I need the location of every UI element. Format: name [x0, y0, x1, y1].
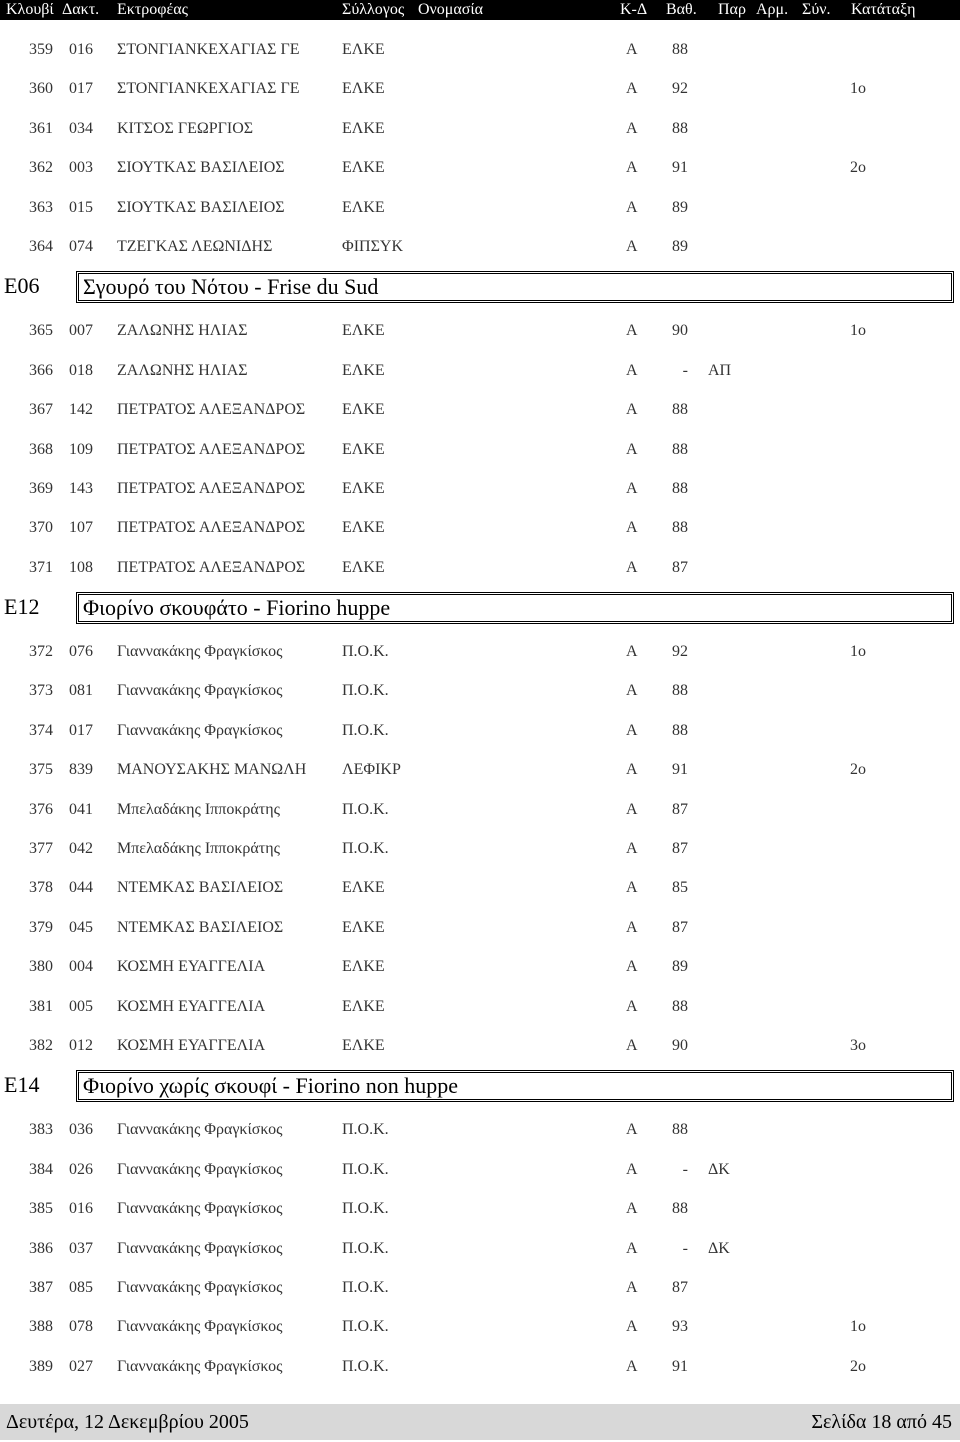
- table-row: [0, 990, 960, 1029]
- score: -: [682, 1160, 688, 1178]
- table-row: [0, 472, 960, 511]
- category-section-header: [0, 269, 960, 314]
- footer-page-number: Σελίδα 18 από 45: [811, 1411, 952, 1433]
- table-row: [0, 72, 960, 111]
- table-row: [0, 393, 960, 432]
- club-name: Π.Ο.Κ.: [342, 1121, 389, 1139]
- score: 92: [672, 80, 688, 98]
- cage-number: 381: [29, 997, 53, 1015]
- breeder-name: Γιαννακάκης Φραγκίσκος: [117, 1318, 283, 1336]
- table-row: [0, 1350, 960, 1389]
- ring-number: 108: [69, 558, 93, 576]
- score: 89: [672, 958, 688, 976]
- cage-number: 372: [29, 643, 53, 661]
- club-name: Π.Ο.Κ.: [342, 1200, 389, 1218]
- table-row: [0, 1192, 960, 1231]
- category-title: Φιορίνο χωρίς σκουφί - Fiorino non huppe: [76, 1070, 954, 1102]
- breeder-name: ΣΙΟΥΤΚΑΣ ΒΑΣΙΛΕΙΟΣ: [117, 198, 285, 216]
- category-section-header: [0, 590, 960, 635]
- table-row: [0, 191, 960, 230]
- breeder-name: ΠΕΤΡΑΤΟΣ ΑΛΕΞΑΝΔΡΟΣ: [117, 519, 306, 537]
- header-grade: Βαθ.: [666, 1, 697, 18]
- cage-number: 367: [29, 401, 53, 419]
- table-row: [0, 832, 960, 871]
- table-row: [0, 1271, 960, 1310]
- breeder-name: Γιαννακάκης Φραγκίσκος: [117, 643, 283, 661]
- cage-number: 384: [29, 1160, 53, 1178]
- category-code: E06: [4, 273, 40, 299]
- breeder-name: Γιαννακάκης Φραγκίσκος: [117, 1160, 283, 1178]
- cage-number: 359: [29, 41, 53, 58]
- club-name: ΕΛΚΕ: [342, 41, 385, 58]
- class-letter: Α: [626, 1160, 638, 1178]
- cage-number: 376: [29, 800, 53, 818]
- breeder-name: ΣΙΟΥΤΚΑΣ ΒΑΣΙΛΕΙΟΣ: [117, 159, 285, 177]
- score: 88: [672, 1200, 688, 1218]
- ring-number: 081: [69, 682, 93, 700]
- score: -: [682, 361, 688, 379]
- cage-number: 368: [29, 440, 53, 458]
- ring-number: 044: [69, 879, 93, 897]
- table-row: [0, 511, 960, 550]
- category-code: E12: [4, 594, 40, 620]
- table-row: [0, 230, 960, 269]
- breeder-name: Γιαννακάκης Φραγκίσκος: [117, 1239, 283, 1257]
- cage-number: 378: [29, 879, 53, 897]
- ring-number: 074: [69, 237, 93, 255]
- table-row: [0, 793, 960, 832]
- remark: ΑΠ: [708, 361, 732, 379]
- class-letter: Α: [626, 918, 638, 936]
- score: 91: [672, 159, 688, 177]
- score: 88: [672, 1121, 688, 1139]
- header-name: Ονομασία: [418, 1, 484, 18]
- club-name: Π.Ο.Κ.: [342, 840, 389, 858]
- table-row: [0, 1029, 960, 1068]
- breeder-name: ΖΑΛΩΝΗΣ ΗΛΙΑΣ: [117, 322, 248, 340]
- club-name: ΕΛΚΕ: [342, 918, 385, 936]
- breeder-name: ΠΕΤΡΑΤΟΣ ΑΛΕΞΑΝΔΡΟΣ: [117, 440, 306, 458]
- cage-number: 363: [29, 198, 53, 216]
- ring-number: 018: [69, 361, 93, 379]
- ring-number: 015: [69, 198, 93, 216]
- ring-number: 016: [69, 41, 93, 58]
- score: 87: [672, 800, 688, 818]
- ring-number: 017: [69, 721, 93, 739]
- score: 88: [672, 401, 688, 419]
- table-row: [0, 753, 960, 792]
- ring-number: 016: [69, 1200, 93, 1218]
- breeder-name: Γιαννακάκης Φραγκίσκος: [117, 682, 283, 700]
- cage-number: 383: [29, 1121, 53, 1139]
- class-letter: Α: [626, 1278, 638, 1296]
- remark: ΔΚ: [708, 1160, 730, 1178]
- club-name: ΕΛΚΕ: [342, 198, 385, 216]
- header-total: Σύν.: [802, 1, 831, 18]
- class-letter: Α: [626, 958, 638, 976]
- cage-number: 375: [29, 761, 53, 779]
- club-name: ΕΛΚΕ: [342, 80, 385, 98]
- cage-number: 389: [29, 1357, 53, 1375]
- ring-number: 085: [69, 1278, 93, 1296]
- breeder-name: ΚΙΤΣΟΣ ΓΕΩΡΓΙΟΣ: [117, 119, 254, 137]
- club-name: ΕΛΚΕ: [342, 361, 385, 379]
- table-row: [0, 950, 960, 989]
- ring-number: 078: [69, 1318, 93, 1336]
- ring-number: 839: [69, 761, 93, 779]
- breeder-name: ΖΑΛΩΝΗΣ ΗΛΙΑΣ: [117, 361, 248, 379]
- club-name: ΕΛΚΕ: [342, 479, 385, 497]
- table-row: [0, 714, 960, 753]
- class-letter: Α: [626, 479, 638, 497]
- club-name: ΕΛΚΕ: [342, 879, 385, 897]
- score: 91: [672, 761, 688, 779]
- club-name: ΦΙΠΣΥΚ: [342, 237, 403, 255]
- class-letter: Α: [626, 643, 638, 661]
- class-letter: Α: [626, 761, 638, 779]
- placement: 1ο: [850, 643, 866, 661]
- score: 89: [672, 198, 688, 216]
- header-ranking: Κατάταξη: [851, 1, 916, 18]
- ring-number: 109: [69, 440, 93, 458]
- ring-number: 076: [69, 643, 93, 661]
- club-name: ΕΛΚΕ: [342, 322, 385, 340]
- class-letter: Α: [626, 401, 638, 419]
- score: 88: [672, 41, 688, 58]
- score: 93: [672, 1318, 688, 1336]
- remark: ΔΚ: [708, 1239, 730, 1257]
- ring-number: 026: [69, 1160, 93, 1178]
- class-letter: Α: [626, 80, 638, 98]
- ring-number: 107: [69, 519, 93, 537]
- score: 87: [672, 1278, 688, 1296]
- header-club: Σύλλογος: [342, 1, 405, 18]
- class-letter: Α: [626, 41, 638, 58]
- breeder-name: Γιαννακάκης Φραγκίσκος: [117, 1200, 283, 1218]
- ring-number: 012: [69, 1036, 93, 1054]
- category-section-header: [0, 1068, 960, 1113]
- class-letter: Α: [626, 558, 638, 576]
- page-footer: [0, 1404, 960, 1440]
- breeder-name: ΚΟΣΜΗ ΕΥΑΓΓΕΛΙΑ: [117, 997, 266, 1015]
- class-letter: Α: [626, 361, 638, 379]
- club-name: ΛΕΦΙΚΡ: [342, 761, 401, 779]
- footer-date: Δευτέρα, 12 Δεκεμβρίου 2005: [6, 1411, 249, 1433]
- score: 88: [672, 682, 688, 700]
- header-cage: Κλουβί: [6, 1, 54, 18]
- ring-number: 142: [69, 401, 93, 419]
- table-row: [0, 635, 960, 674]
- results-list: [0, 33, 960, 1389]
- class-letter: Α: [626, 519, 638, 537]
- placement: 3ο: [850, 1036, 866, 1054]
- table-row: [0, 33, 960, 72]
- cage-number: 371: [29, 558, 53, 576]
- ring-number: 034: [69, 119, 93, 137]
- class-letter: Α: [626, 237, 638, 255]
- cage-number: 369: [29, 479, 53, 497]
- score: 88: [672, 519, 688, 537]
- table-row: [0, 1113, 960, 1152]
- table-row: [0, 1153, 960, 1192]
- table-row: [0, 911, 960, 950]
- breeder-name: Μπελαδάκης Ιπποκράτης: [117, 840, 280, 858]
- cage-number: 374: [29, 721, 53, 739]
- cage-number: 382: [29, 1036, 53, 1054]
- club-name: ΕΛΚΕ: [342, 958, 385, 976]
- breeder-name: ΠΕΤΡΑΤΟΣ ΑΛΕΞΑΝΔΡΟΣ: [117, 401, 306, 419]
- ring-number: 042: [69, 840, 93, 858]
- header-breeder: Εκτροφέας: [117, 1, 188, 18]
- cage-number: 388: [29, 1318, 53, 1336]
- score: 88: [672, 479, 688, 497]
- breeder-name: ΚΟΣΜΗ ΕΥΑΓΓΕΛΙΑ: [117, 1036, 266, 1054]
- breeder-name: Γιαννακάκης Φραγκίσκος: [117, 1121, 283, 1139]
- cage-number: 366: [29, 361, 53, 379]
- club-name: ΕΛΚΕ: [342, 1036, 385, 1054]
- ring-number: 037: [69, 1239, 93, 1257]
- score: 90: [672, 1036, 688, 1054]
- table-row: [0, 354, 960, 393]
- cage-number: 385: [29, 1200, 53, 1218]
- ring-number: 007: [69, 322, 93, 340]
- cage-number: 365: [29, 322, 53, 340]
- score: 88: [672, 440, 688, 458]
- cage-number: 387: [29, 1278, 53, 1296]
- club-name: ΕΛΚΕ: [342, 159, 385, 177]
- placement: 2ο: [850, 761, 866, 779]
- class-letter: Α: [626, 1036, 638, 1054]
- table-row: [0, 112, 960, 151]
- ring-number: 143: [69, 479, 93, 497]
- club-name: Π.Ο.Κ.: [342, 1239, 389, 1257]
- score: 89: [672, 237, 688, 255]
- score: 87: [672, 918, 688, 936]
- class-letter: Α: [626, 800, 638, 818]
- ring-number: 003: [69, 159, 93, 177]
- club-name: ΕΛΚΕ: [342, 558, 385, 576]
- club-name: Π.Ο.Κ.: [342, 682, 389, 700]
- club-name: Π.Ο.Κ.: [342, 721, 389, 739]
- class-letter: Α: [626, 682, 638, 700]
- score: 91: [672, 1357, 688, 1375]
- header-harmony: Αρμ.: [756, 1, 789, 18]
- class-letter: Α: [626, 879, 638, 897]
- score: 90: [672, 322, 688, 340]
- club-name: ΕΛΚΕ: [342, 401, 385, 419]
- score: 85: [672, 879, 688, 897]
- table-row: [0, 314, 960, 353]
- score: 88: [672, 119, 688, 137]
- table-row: [0, 674, 960, 713]
- table-row: [0, 1310, 960, 1349]
- table-row: [0, 151, 960, 190]
- breeder-name: ΝΤΕΜΚΑΣ ΒΑΣΙΛΕΙΟΣ: [117, 918, 284, 936]
- class-letter: Α: [626, 840, 638, 858]
- category-title: Φιορίνο σκουφάτο - Fiorino huppe: [76, 592, 954, 624]
- cage-number: 360: [29, 80, 53, 98]
- club-name: Π.Ο.Κ.: [342, 643, 389, 661]
- club-name: Π.Ο.Κ.: [342, 1160, 389, 1178]
- score: 88: [672, 997, 688, 1015]
- cage-number: 377: [29, 840, 53, 858]
- club-name: Π.Ο.Κ.: [342, 1357, 389, 1375]
- class-letter: Α: [626, 1200, 638, 1218]
- breeder-name: ΠΕΤΡΑΤΟΣ ΑΛΕΞΑΝΔΡΟΣ: [117, 558, 306, 576]
- class-letter: Α: [626, 1357, 638, 1375]
- category-code: E14: [4, 1072, 40, 1098]
- header-ring: Δακτ.: [62, 1, 100, 18]
- ring-number: 041: [69, 800, 93, 818]
- ring-number: 045: [69, 918, 93, 936]
- breeder-name: Μπελαδάκης Ιπποκράτης: [117, 800, 280, 818]
- cage-number: 364: [29, 237, 53, 255]
- breeder-name: ΤΖΕΓΚΑΣ ΛΕΩΝΙΔΗΣ: [117, 237, 273, 255]
- score: -: [682, 1239, 688, 1257]
- breeder-name: Γιαννακάκης Φραγκίσκος: [117, 721, 283, 739]
- header-remark: Παρ: [718, 1, 746, 18]
- class-letter: Α: [626, 440, 638, 458]
- breeder-name: ΜΑΝΟΥΣΑΚΗΣ ΜΑΝΩΛΗ: [117, 761, 307, 779]
- club-name: Π.Ο.Κ.: [342, 800, 389, 818]
- class-letter: Α: [626, 721, 638, 739]
- score: 87: [672, 840, 688, 858]
- table-row: [0, 1232, 960, 1271]
- ring-number: 005: [69, 997, 93, 1015]
- placement: 2ο: [850, 1357, 866, 1375]
- score: 87: [672, 558, 688, 576]
- class-letter: Α: [626, 119, 638, 137]
- table-row: [0, 551, 960, 590]
- table-row: [0, 433, 960, 472]
- breeder-name: ΣΤΟΝΓΙΑΝΚΕΧΑΓΙΑΣ ΓΕ: [117, 80, 300, 98]
- club-name: ΕΛΚΕ: [342, 519, 385, 537]
- ring-number: 027: [69, 1357, 93, 1375]
- class-letter: Α: [626, 159, 638, 177]
- club-name: Π.Ο.Κ.: [342, 1278, 389, 1296]
- placement: 1ο: [850, 80, 866, 98]
- table-row: [0, 871, 960, 910]
- cage-number: 362: [29, 159, 53, 177]
- club-name: Π.Ο.Κ.: [342, 1318, 389, 1336]
- club-name: ΕΛΚΕ: [342, 119, 385, 137]
- category-title: Σγουρό του Νότου - Frise du Sud: [76, 271, 954, 303]
- breeder-name: ΠΕΤΡΑΤΟΣ ΑΛΕΞΑΝΔΡΟΣ: [117, 479, 306, 497]
- class-letter: Α: [626, 1121, 638, 1139]
- class-letter: Α: [626, 1318, 638, 1336]
- club-name: ΕΛΚΕ: [342, 440, 385, 458]
- column-header-bar: [0, 0, 960, 20]
- cage-number: 361: [29, 119, 53, 137]
- header-kd: Κ-Δ: [620, 1, 648, 18]
- class-letter: Α: [626, 198, 638, 216]
- placement: 1ο: [850, 322, 866, 340]
- class-letter: Α: [626, 997, 638, 1015]
- placement: 1ο: [850, 1318, 866, 1336]
- breeder-name: ΝΤΕΜΚΑΣ ΒΑΣΙΛΕΙΟΣ: [117, 879, 284, 897]
- ring-number: 004: [69, 958, 93, 976]
- class-letter: Α: [626, 1239, 638, 1257]
- cage-number: 386: [29, 1239, 53, 1257]
- breeder-name: Γιαννακάκης Φραγκίσκος: [117, 1357, 283, 1375]
- breeder-name: ΚΟΣΜΗ ΕΥΑΓΓΕΛΙΑ: [117, 958, 266, 976]
- placement: 2ο: [850, 159, 866, 177]
- cage-number: 379: [29, 918, 53, 936]
- score: 92: [672, 643, 688, 661]
- cage-number: 373: [29, 682, 53, 700]
- cage-number: 370: [29, 519, 53, 537]
- breeder-name: Γιαννακάκης Φραγκίσκος: [117, 1278, 283, 1296]
- ring-number: 017: [69, 80, 93, 98]
- cage-number: 380: [29, 958, 53, 976]
- ring-number: 036: [69, 1121, 93, 1139]
- club-name: ΕΛΚΕ: [342, 997, 385, 1015]
- class-letter: Α: [626, 322, 638, 340]
- breeder-name: ΣΤΟΝΓΙΑΝΚΕΧΑΓΙΑΣ ΓΕ: [117, 41, 300, 58]
- score: 88: [672, 721, 688, 739]
